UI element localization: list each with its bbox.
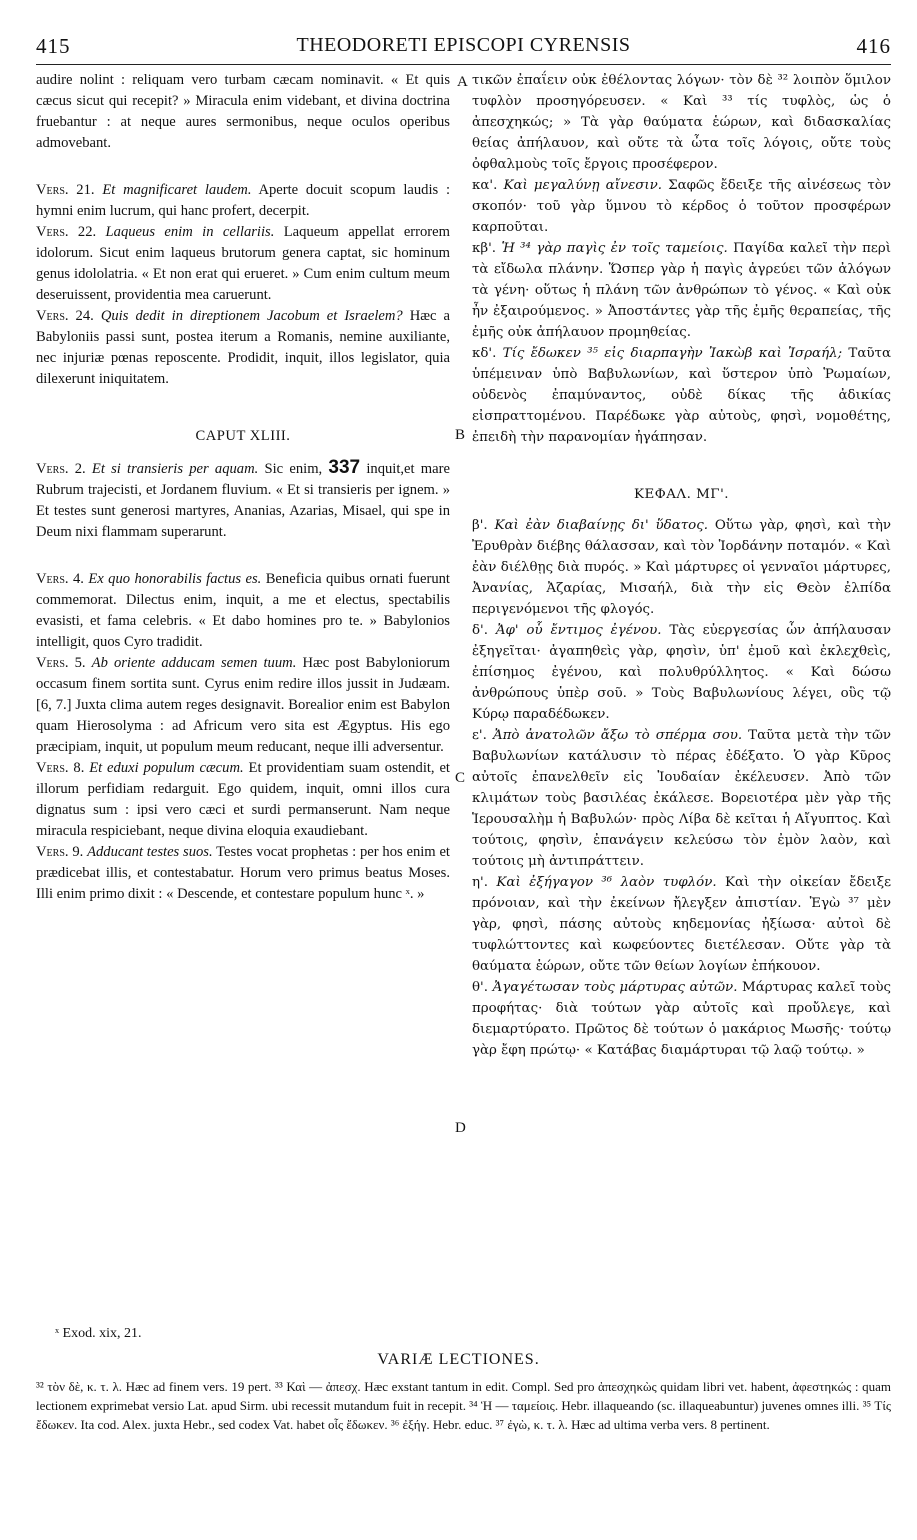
verse-label: Vers. 21.	[36, 182, 95, 198]
verse-lemma: Laqueus enim in cellariis.	[105, 224, 275, 240]
latin-verse-2	[36, 457, 450, 543]
verse-lemma: Καὶ μεγαλύνῃ αἴνεσιν.	[503, 178, 663, 193]
verse-lemma: Ex quo honorabilis factus es.	[88, 571, 262, 587]
chapter-heading: CAPUT XLIII.	[195, 428, 291, 444]
greek-verse-22	[472, 238, 891, 343]
latin-verse-4	[36, 569, 450, 653]
column-number: 337	[328, 457, 361, 478]
verse-text: Aperte docuit scopum laudis : hymni enim lucrum, qui hanc profert, decerpit.	[36, 182, 451, 219]
greek-verse-2	[472, 515, 891, 620]
verse-lemma: Ἀφ' οὗ ἔντιμος ἐγένου.	[495, 623, 662, 638]
variae-lectiones-text: ³² τὸν δὲ, κ. τ. λ. Hæc ad finem vers. 19 pert. ³³ Καὶ — ἀπεσχ. Hæc exstant tantum in edit. Compl. Sed pro ἀπεσχηκὼς quidam libri vet. habent, ἀφεστηκώς : quam lectionem exprimebat versio Lat. apud Sirm. ubi recessit mutandum fuit in recepit. ³⁴ Ἡ — ταμείοις. Hebr. illaqueando (sc. illaqueabuntur) juvenes omnes illi. ³⁵ Τίς ἔδωκεν. Ita cod. Alex. juxta Hebr., sed codex Vat. habet οἷς ἔδωκεν. ³⁶ ἐξήγ. Hebr. educ. ³⁷ ἐγὼ, κ. τ. λ. Hæc ad ultima verba vers. 8 pertinent.	[36, 1379, 891, 1432]
margin-letter-a: A	[457, 74, 468, 90]
margin-letter-b: B	[455, 427, 466, 443]
verse-lemma: Adducant testes suos.	[87, 844, 213, 860]
verse-text: Testes vocat prophetas : per hos enim et prædicebat illis, et contestabatur. Horum vero primus beatus Moses. Illi enim primo dixit : « Descende, et contestare populum hunc ˣ. »	[36, 844, 450, 902]
verse-text: Laqueum appellat errorem idolorum. Sicut enim laqueus brutorum genera captat, sic hominum genus idololatria. « Et non erat qui erueret. » Cum enim cultum meum deseruissent, providentia mea caruerunt.	[36, 224, 450, 303]
verse-text: Οὕτω γὰρ, φησὶ, καὶ τὴν Ἐρυθρὰν διέβης θάλασσαν, καὶ τὸν Ἰορδάνην ποταμόν. « Καὶ ἐὰν διέλθῃς διὰ πυρός. » Καὶ μάρτυρες οἱ γενναῖοι μάρτυρες, Ἀνανίας, Ἀζαρίας, Μισαήλ, διὰ τὴν εἰς Θεὸν ἐλπίδα περιγενόμενοι τῆς φλογός.	[472, 518, 891, 617]
greek-verse-5	[472, 725, 891, 872]
verse-label: Vers. 22.	[36, 224, 97, 240]
margin-letter-c: C	[455, 770, 466, 786]
verse-label: Vers. 4.	[36, 571, 84, 587]
verse-lemma: Καὶ ἐὰν διαβαίνῃς δι' ὕδατος.	[494, 518, 708, 533]
verse-label: θ'.	[472, 980, 488, 995]
latin-verse-5	[36, 653, 450, 758]
verse-label: Vers. 2.	[36, 461, 86, 477]
verse-label: η'.	[472, 875, 488, 890]
latin-paragraph: audire nolint : reliquam vero turbam cæcam nominavit. « Et quis cæcus sicut qui recepit? » Miracula enim videbant, et divina doctrina fruebantur : at neque aures sermonibus, neque oculos operibus admovebant.	[36, 72, 450, 151]
verse-text: inquit,et mare Rubrum trajecisti, et Jordanem fluvium. « Et si transieris per ignem. » Et testes sunt generosi martyres, Ananias, Azarias, Misael, qui spe in Deum nixi flammam superarunt.	[36, 461, 450, 540]
verse-lemma: Quis dedit in direptionem Jacobum et Israelem?	[100, 308, 403, 324]
greek-verse-9	[472, 977, 891, 1061]
verse-label: Vers. 9.	[36, 844, 84, 860]
greek-verse-4	[472, 620, 891, 725]
greek-verse-24	[472, 343, 891, 448]
verse-label: δ'.	[472, 623, 488, 638]
verse-text: Hæc a Babyloniis passi sunt, postea iterum a Romanis, nemine auxiliante, nec injuriæ pœnas reposcente. Prodidit, inquit, illos legislator, quia dilexerunt iniquitatem.	[36, 308, 450, 387]
verse-lemma: Ἀγαγέτωσαν τοὺς μάρτυρας αὐτῶν.	[492, 980, 738, 995]
verse-lemma: Et eduxi populum cæcum.	[89, 760, 244, 776]
verse-lemma: Ab oriente adducam semen tuum.	[91, 655, 297, 671]
verse-text: Hæc post Babyloniorum occasum finem sortita sunt. Cyrus enim redire illos jussit in Judæam. [6, 7.] Juxta clima autem reges designavit. Borealior enim est Babylon quam Hierosolyma : ad Africum vero sita est Ægyptus. His ego præcipiam, inquit, ut populum meum reducant, neque illi adversentur.	[36, 655, 450, 755]
footnote: ˣ Exod. xix, 21.	[55, 1326, 142, 1341]
variae-lectiones-title: VARIÆ LECTIONES.	[377, 1351, 540, 1368]
running-header	[36, 34, 891, 65]
verse-text: Ταῦτα μετὰ τὴν τῶν Βαβυλωνίων κατάλυσιν τὸ πέρας ἐδέξατο. Ὁ γὰρ Κῦρος αὐτοῖς ἐπανελθεῖν εἰς Ἰουδαίαν ἐκέλευσεν. Ἀπὸ τῶν κλιμάτων τοὺς βασιλέας ἐκάλεσε. Βορειοτέρα μὲν γὰρ τῆς Ἱερουσαλὴμ ἡ Βαβυλών· πρὸς Λίβα δὲ κεῖται ἡ Αἴγυπτος. Καὶ τούτοις, φησὶν, ἐπανάγειν κελεύσω τὸν ἐμὸν λαὸν, καὶ τούτοις μὴ ἀντιπράττειν.	[472, 728, 892, 869]
right-page-number: 416	[856, 34, 891, 58]
verse-lemma: Et si transieris per aquam.	[91, 461, 259, 477]
verse-lemma: Ἡ ³⁴ γὰρ παγὶς ἐν τοῖς ταμείοις.	[501, 241, 728, 256]
verse-label: ε'.	[472, 728, 487, 743]
verse-label: Vers. 24.	[36, 308, 94, 324]
greek-verse-8	[472, 872, 891, 977]
verse-label: κδ'.	[472, 346, 497, 361]
greek-column	[472, 70, 891, 1061]
running-title: THEODORETI EPISCOPI CYRENSIS	[296, 34, 631, 56]
greek-verse-21	[472, 175, 891, 238]
verse-lemma: Τίς ἔδωκεν ³⁵ εἰς διαρπαγὴν Ἰακὼβ καὶ Ἰσραήλ;	[502, 346, 843, 361]
verse-text: Μάρτυρας καλεῖ τοὺς προφήτας· διὰ τούτων γὰρ αὐτοῖς καὶ προὔλεγε, καὶ διεμαρτύρατο. Πρῶτος δὲ τούτων ὁ μακάριος Μωσῆς· τούτῳ γὰρ ἔφη πρώτῳ· « Κατάβας διαμάρτυραι τῷ λαῷ τούτῳ. »	[472, 980, 891, 1058]
verse-text: Σαφῶς ἔδειξε τῆς αἰνέσεως τὸν σκοπόν· τοῦ γὰρ ὕμνου τὸ κέρδος ὁ τοῦτον προσφέρων καρποῦται.	[472, 178, 891, 235]
verse-text: Καὶ τὴν οἰκείαν ἔδειξε πρόνοιαν, καὶ τὴν ἐκείνων ἤλεγξεν ἀπιστίαν. Ἐγὼ ³⁷ μὲν γὰρ, φησὶ, πάσης αὐτοὺς κηδεμονίας ἠξίωσα· αὐτοὶ δὲ τυφλώττοντες καὶ κωφεύοντες διετέλεσαν. Οὔτε γὰρ τὰ θαύματα ἑώρων, οὔτε τῶν θείων λογίων ἐπήκουον.	[472, 875, 892, 974]
verse-text: Τὰς εὐεργεσίας ὧν ἀπήλαυσαν ἐξηγεῖται· ἀγαπηθεὶς γὰρ, φησὶν, ὑπ' ἐμοῦ καὶ ἐκλεχθεὶς, ἐπίσημος ἐγένου, καὶ πολυθρύλλητος. « Καὶ δώσω ἀνθρώπους ὑπὲρ σοῦ. » Τοὺς Βαβυλωνίους λέγει, οὓς τῷ Κύρῳ παραδέδωκεν.	[472, 623, 891, 722]
verse-label: Vers. 8.	[36, 760, 85, 776]
latin-verse-21	[36, 180, 450, 222]
verse-lemma: Et magnificaret laudem.	[102, 182, 252, 198]
verse-lemma: Ἀπὸ ἀνατολῶν ἄξω τὸ σπέρμα σου.	[492, 728, 743, 743]
verse-lemma: Καὶ ἐξήγαγον ³⁶ λαὸν τυφλόν.	[496, 875, 717, 890]
verse-text: Beneficia quibus ornati fuerunt commemorat. Dilectus enim, inquit, a me et electus, spectabilis evasisti, et fama celebris. « Et dabo homines pro te. » Babylonios intelligit, quos Cyro tradidit.	[36, 571, 450, 650]
verse-label: β'.	[472, 518, 488, 533]
verse-label: κβ'.	[472, 241, 497, 256]
verse-text: Ταῦτα ὑπέμειναν ὑπὸ Βαβυλωνίων, καὶ ὕστερον ὑπὸ Ῥωμαίων, οὐδενὸς ἐπαμύναντος, οὐδὲ δίκας τῆς ἀδικίας εἰσπραττομένου. Παρέδωκε γὰρ αὐτοὺς, φησὶ, νομοθέτης, ἐπειδὴ τὴν παρανομίαν ἠγάπησαν.	[472, 346, 891, 445]
chapter-heading-greek: ΚΕΦΑΛ. ΜΓ'.	[633, 487, 730, 502]
verse-label: κα'.	[472, 178, 498, 193]
latin-verse-22	[36, 222, 450, 306]
latin-verse-24	[36, 306, 450, 390]
latin-verse-9	[36, 842, 450, 905]
verse-text: Παγίδα καλεῖ τὴν περὶ τὰ εἴδωλα πλάνην. Ὥσπερ γὰρ ἡ παγὶς ἀγρεύει τῶν ἀλόγων τὰ γένη· οὕτως ἡ πλάνη τῶν ἀνθρώπων τὸ γένος. « Καὶ οὐκ ἦν ἐξαιρούμενος. » Ἀποστάντες γὰρ τῆς ἐμῆς θεραπείας, τῆς ἐμῆς οὐκ ἀπήλαυον προμηθείας.	[472, 241, 891, 340]
latin-column	[36, 70, 450, 905]
verse-text: Sic enim,	[264, 461, 323, 477]
greek-paragraph: τικῶν ἐπαΐειν οὐκ ἐθέλοντας λόγων· τὸν δὲ ³² λοιπὸν ὅμιλον τυφλὸν προσηγόρευσεν. « Καὶ ³³ τίς τυφλὸς, ὡς ὁ ἀπεσχηκώς; » Τὰ γὰρ θαύματα ἑώρων, καὶ διδασκαλίας θείας ἀπήλαυον, καὶ οὔτε τὰ ὦτα τοῖς λόγοις, οὔτε τοὺς ὀφθαλμοὺς τοῖς ἔργοις προσέφερον.	[472, 73, 891, 172]
latin-verse-8	[36, 758, 450, 842]
verse-label: Vers. 5.	[36, 655, 86, 671]
verse-text: Et providentiam suam ostendit, et illorum perfidiam redarguit. Ego quidem, inquit, omni illos cura dignatus sum : ipsi vero cæci et surdi permanserunt. Nam neque miracula respiciebant, neque divina eloquia exaudiebant.	[36, 760, 450, 839]
margin-letter-d: D	[455, 1120, 466, 1136]
left-page-number: 415	[36, 34, 71, 58]
